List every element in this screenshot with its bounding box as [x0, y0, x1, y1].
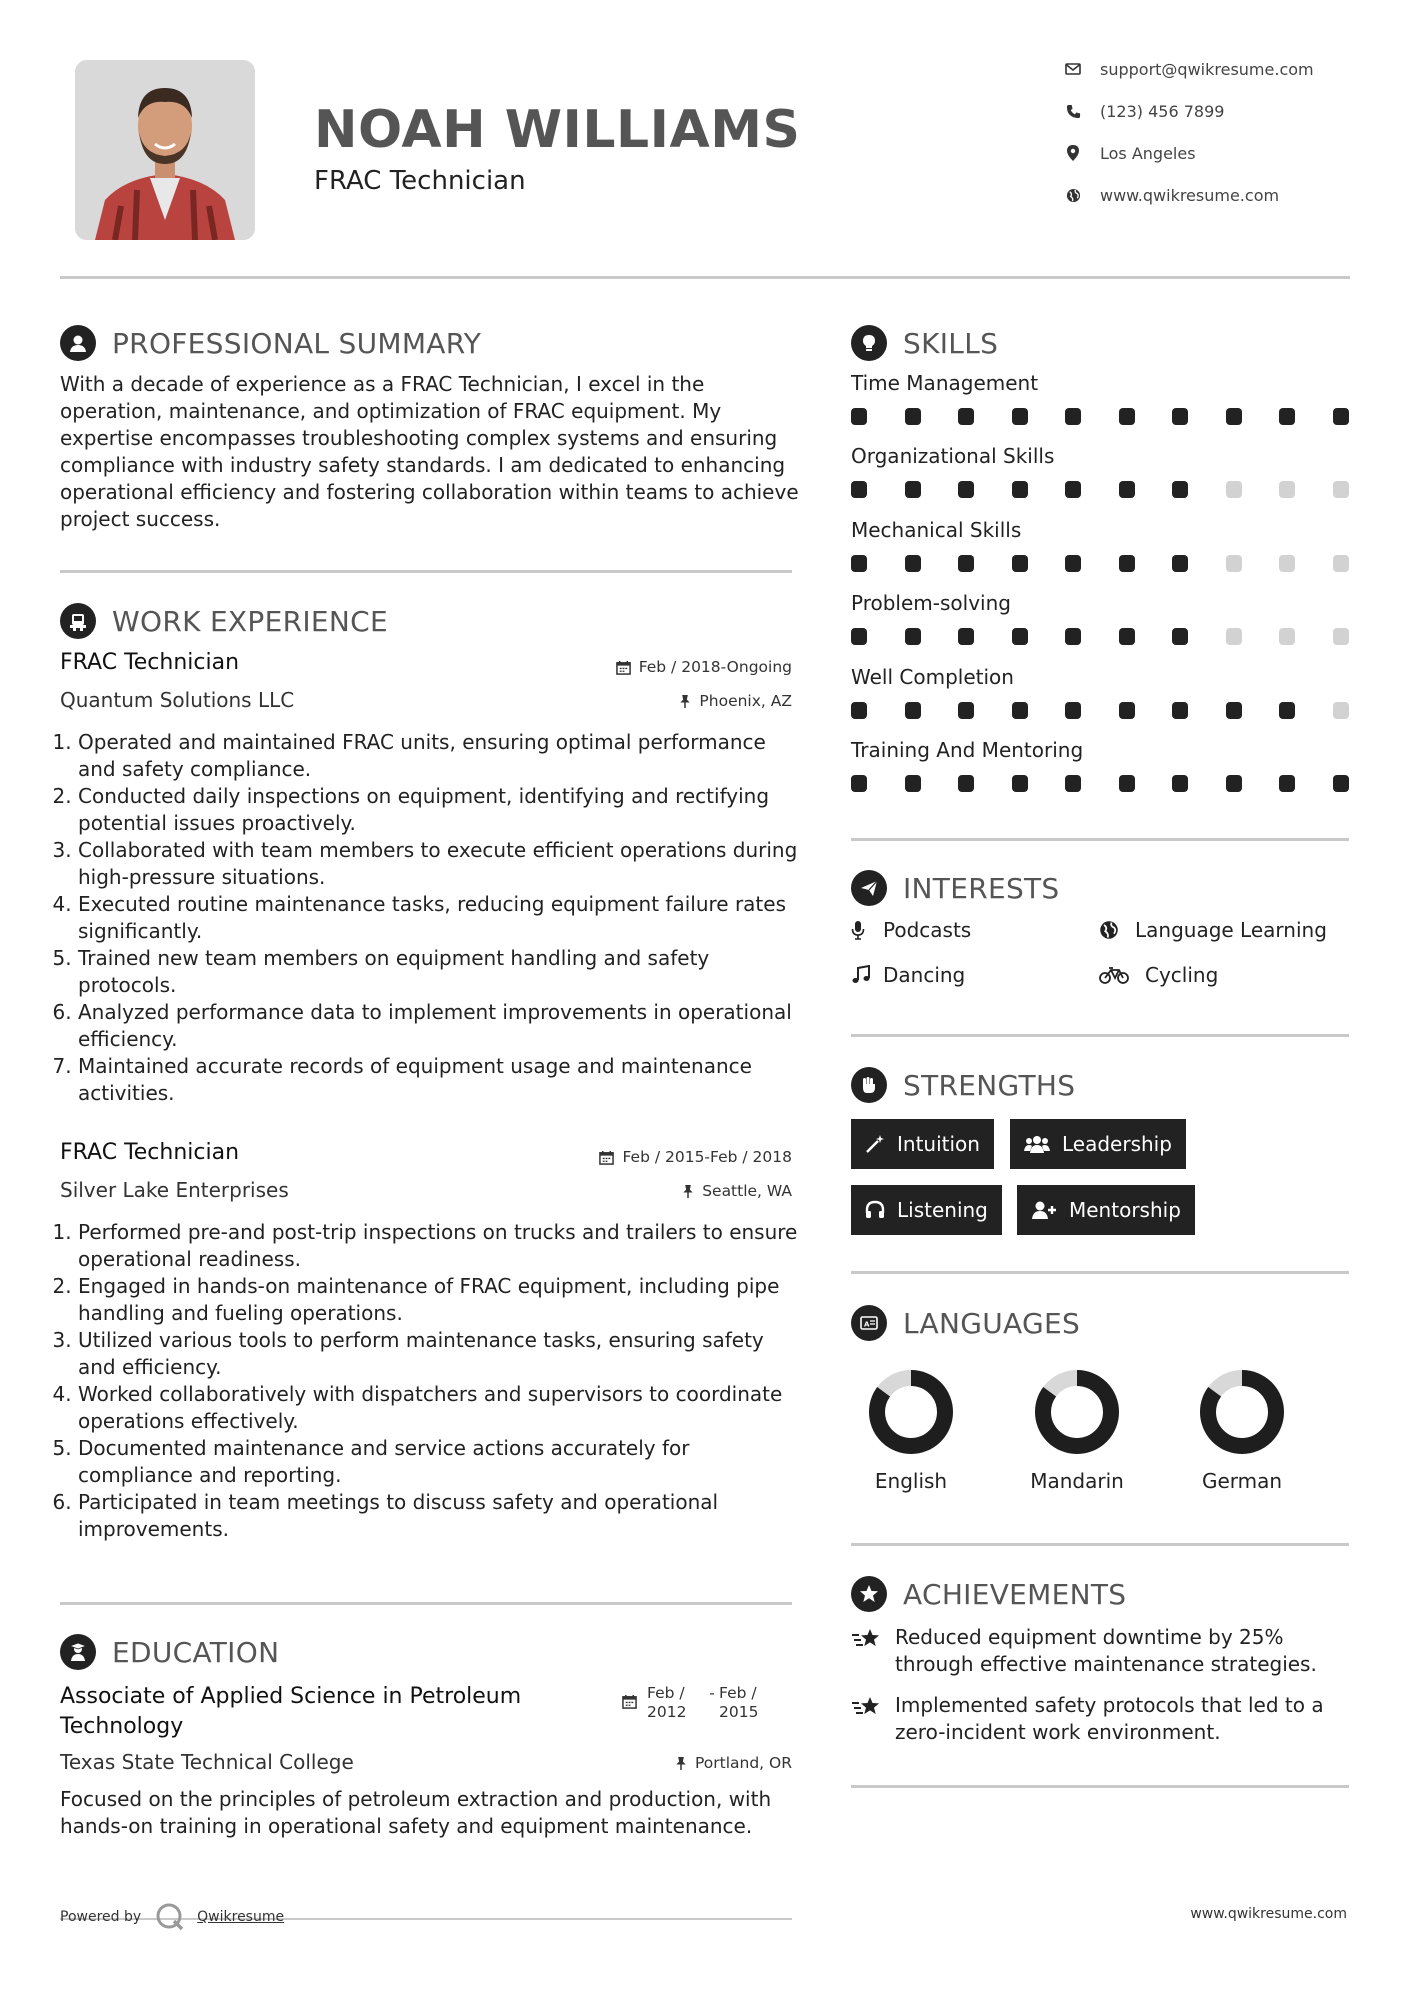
- education-degree: Associate of Applied Science in Petroleum Technology: [60, 1684, 522, 1739]
- skill-dot: [958, 481, 974, 498]
- bicycle-icon: [1099, 966, 1131, 984]
- interest-label: Podcasts: [883, 918, 972, 942]
- languages-heading-text: LANGUAGES: [903, 1306, 1081, 1340]
- skill-dot: [1012, 408, 1028, 425]
- qwikresume-link[interactable]: Qwikresume: [197, 1909, 285, 1925]
- skill-dot: [1119, 775, 1135, 792]
- interest-language-learning: [1099, 918, 1327, 942]
- language-gauge: [1197, 1367, 1287, 1457]
- education-location-text: Portland, OR: [694, 1754, 792, 1772]
- skill-dot: [851, 628, 867, 645]
- job-2-title: FRAC Technician: [60, 1140, 240, 1165]
- job-1-dates: [500, 658, 792, 676]
- skill-dot: [905, 408, 921, 425]
- list-item: 7. Maintained accurate records of equipment usage and maintenance activities.: [78, 1053, 800, 1107]
- globe-icon: [1099, 920, 1123, 940]
- pushpin-icon: [682, 1184, 694, 1199]
- skill-dot: [1279, 628, 1295, 645]
- skill-dot: [905, 628, 921, 645]
- phone-icon: [1062, 100, 1084, 122]
- list-item: 5. Trained new team members on equipment handling and safety protocols.: [78, 945, 800, 999]
- user-icon: [60, 325, 96, 361]
- summary-text: With a decade of experience as a FRAC Technician, I excel in the operation, maintenance, and optimization of FRAC equipment. My expertise encompasses troubleshooting complex systems and ensuring compliance with industry safety standards. I am dedicated to enhancing operational efficiency and fostering collaboration within teams to achieve project success.: [60, 372, 799, 531]
- achievement-text: Reduced equipment downtime by 25% through effective maintenance strategies.: [895, 1625, 1317, 1676]
- calendar-icon: [616, 660, 631, 675]
- globe-icon: [1062, 184, 1084, 206]
- language-icon: [851, 1305, 887, 1341]
- calendar-icon: [599, 1150, 614, 1165]
- skill-dot: [1226, 775, 1242, 792]
- skills-divider: [851, 838, 1349, 841]
- skill-dot: [1226, 481, 1242, 498]
- skill-dot: [958, 702, 974, 719]
- achievements-divider: [851, 1785, 1349, 1788]
- skill-dot: [851, 775, 867, 792]
- job-1-location-text: Phoenix, AZ: [699, 692, 792, 710]
- strength-leadership: [1010, 1119, 1186, 1169]
- job-2-location: [500, 1182, 792, 1200]
- skill-dot: [1012, 702, 1028, 719]
- education-dates: [622, 1684, 792, 1722]
- skill-dot: [1279, 481, 1295, 498]
- skill-name: Organizational Skills: [851, 444, 1055, 469]
- skill-dot: [1119, 408, 1135, 425]
- skill-dot: [1012, 628, 1028, 645]
- education-date-start: Feb / 2012: [647, 1684, 687, 1721]
- magic-wand-icon: [865, 1134, 885, 1154]
- skill-dot: [1172, 702, 1188, 719]
- skill-dot: [851, 408, 867, 425]
- job-1-company: Quantum Solutions LLC: [60, 688, 295, 712]
- briefcase-icon: [60, 603, 96, 639]
- interests-divider: [851, 1034, 1349, 1037]
- summary-heading: [60, 325, 481, 361]
- contact-location-text: Los Angeles: [1100, 143, 1196, 163]
- language-mandarin: [1017, 1367, 1137, 1493]
- users-icon: [1024, 1134, 1050, 1154]
- pushpin-icon: [679, 694, 691, 709]
- skill-dot: [1226, 408, 1242, 425]
- skill-dot: [1172, 628, 1188, 645]
- list-item: 2. Conducted daily inspections on equipment, identifying and rectifying potential issues proactively.: [78, 783, 800, 837]
- contact-email-text: support@qwikresume.com: [1100, 59, 1314, 79]
- skill-dot: [1119, 628, 1135, 645]
- job-2-dates: [500, 1148, 792, 1166]
- skill-dot: [1012, 481, 1028, 498]
- interests-heading: [851, 870, 1060, 906]
- strength-label: Leadership: [1062, 1132, 1172, 1156]
- music-note-icon: [851, 965, 875, 985]
- interest-label: Cycling: [1145, 963, 1219, 987]
- skill-dot: [1119, 702, 1135, 719]
- user-plus-icon: [1031, 1200, 1057, 1220]
- skill-dot: [1119, 555, 1135, 572]
- skill-dot: [1065, 702, 1081, 719]
- powered-by-label: Powered by: [60, 1909, 142, 1925]
- list-item: 4. Executed routine maintenance tasks, reducing equipment failure rates significantly.: [78, 891, 800, 945]
- microphone-icon: [851, 920, 875, 940]
- shooting-star-icon: [851, 1624, 895, 1678]
- job-1-location: [500, 692, 792, 710]
- contact-website[interactable]: [1062, 184, 1382, 206]
- svg-text:A: A: [864, 1320, 870, 1329]
- skill-dot: [905, 555, 921, 572]
- footer-website[interactable]: www.qwikresume.com: [1190, 1906, 1347, 1922]
- candidate-title: FRAC Technician: [314, 166, 526, 196]
- job-2-bullets: [60, 1219, 800, 1543]
- education-heading: [60, 1634, 279, 1670]
- skill-dot: [1065, 775, 1081, 792]
- calendar-icon: [622, 1694, 637, 1709]
- skill-level-dots: [851, 555, 1349, 572]
- shooting-star-icon: [851, 1692, 895, 1746]
- list-item: 1. Operated and maintained FRAC units, ensuring optimal performance and safety compliance.: [78, 729, 800, 783]
- job-2-company: Silver Lake Enterprises: [60, 1178, 289, 1202]
- skill-dot: [1279, 702, 1295, 719]
- skill-dot: [1226, 628, 1242, 645]
- skill-dot: [851, 481, 867, 498]
- skill-name: Well Completion: [851, 664, 1014, 689]
- contact-website-text: www.qwikresume.com: [1100, 185, 1280, 205]
- interest-label: Dancing: [883, 963, 966, 987]
- education-date-end: Feb / 2015: [719, 1684, 759, 1721]
- strengths-heading-text: STRENGTHS: [903, 1068, 1076, 1102]
- list-item: 1. Performed pre-and post-trip inspections on trucks and trailers to ensure operational readiness.: [78, 1219, 800, 1273]
- skill-dot: [1333, 408, 1349, 425]
- contact-phone[interactable]: [1062, 100, 1382, 122]
- skills-heading: [851, 325, 998, 361]
- list-item: 3. Collaborated with team members to execute efficient operations during high-pressure situations.: [78, 837, 800, 891]
- strength-label: Mentorship: [1069, 1198, 1181, 1222]
- skill-dot: [905, 481, 921, 498]
- achievement-2: [851, 1692, 1351, 1746]
- skill-dot: [1226, 555, 1242, 572]
- candidate-name: NOAH WILLIAMS: [314, 100, 801, 160]
- skill-dot: [1065, 555, 1081, 572]
- language-gauge: [1032, 1367, 1122, 1457]
- qwikresume-logo-icon: [155, 1902, 185, 1932]
- job-2-location-text: Seattle, WA: [702, 1182, 792, 1200]
- skill-dot: [1065, 628, 1081, 645]
- strengths-divider: [851, 1271, 1349, 1274]
- experience-divider: [60, 1602, 792, 1605]
- skill-dot: [1333, 628, 1349, 645]
- skill-dot: [1279, 775, 1295, 792]
- lightbulb-icon: [851, 325, 887, 361]
- skill-dot: [1012, 775, 1028, 792]
- skill-level-dots: [851, 481, 1349, 498]
- headphones-icon: [865, 1200, 885, 1220]
- languages-heading: [851, 1305, 1080, 1341]
- strength-label: Intuition: [897, 1132, 980, 1156]
- achievements-heading-text: ACHIEVEMENTS: [903, 1577, 1127, 1611]
- job-1-bullets: [60, 729, 800, 1107]
- skill-name: Training And Mentoring: [851, 738, 1084, 762]
- skill-dot: [958, 775, 974, 792]
- interest-podcasts: [851, 918, 971, 942]
- skill-dot: [1279, 555, 1295, 572]
- language-english: [851, 1367, 971, 1493]
- header-divider: [60, 276, 1350, 279]
- education-description: Focused on the principles of petroleum extraction and production, with hands-on training in operational safety and equipment maintenance.: [60, 1787, 772, 1838]
- strength-intuition: [851, 1119, 994, 1169]
- skill-dot: [905, 775, 921, 792]
- skill-dot: [958, 408, 974, 425]
- skill-dot: [1172, 408, 1188, 425]
- job-1-title: FRAC Technician: [60, 650, 240, 675]
- list-item: 6. Analyzed performance data to implement improvements in operational efficiency.: [78, 999, 800, 1053]
- summary-heading-text: PROFESSIONAL SUMMARY: [112, 326, 482, 360]
- education-school: Texas State Technical College: [60, 1750, 354, 1774]
- interest-dancing: [851, 963, 965, 987]
- skill-dot: [1065, 481, 1081, 498]
- strengths-heading: [851, 1067, 1075, 1103]
- experience-heading-text: WORK EXPERIENCE: [112, 604, 388, 638]
- strength-mentorship: [1017, 1185, 1195, 1235]
- list-item: 2. Engaged in hands-on maintenance of FRAC equipment, including pipe handling and fueling operations.: [78, 1273, 800, 1327]
- list-item: 6. Participated in team meetings to discuss safety and operational improvements.: [78, 1489, 800, 1543]
- envelope-icon: [1062, 58, 1084, 80]
- job-1-dates-text: Feb / 2018-Ongoing: [638, 658, 792, 676]
- star-badge-icon: [851, 1576, 887, 1612]
- list-item: 5. Documented maintenance and service actions accurately for compliance and reporting.: [78, 1435, 800, 1489]
- skill-name: Mechanical Skills: [851, 517, 1022, 542]
- interest-label: Language Learning: [1135, 918, 1327, 942]
- skill-name: Problem-solving: [851, 591, 1011, 616]
- map-pin-icon: [1062, 142, 1084, 164]
- skill-dot: [905, 702, 921, 719]
- languages-divider: [851, 1543, 1349, 1546]
- education-heading-text: EDUCATION: [112, 1635, 280, 1669]
- skill-dot: [1172, 481, 1188, 498]
- skill-level-dots: [851, 775, 1349, 792]
- skill-level-dots: [851, 628, 1349, 645]
- skill-dot: [1226, 702, 1242, 719]
- skill-dot: [1333, 481, 1349, 498]
- skill-dot: [1012, 555, 1028, 572]
- strength-label: Listening: [897, 1198, 988, 1222]
- list-item: 3. Utilized various tools to perform maintenance tasks, ensuring safety and efficiency.: [78, 1327, 800, 1381]
- skill-dot: [1333, 702, 1349, 719]
- skill-level-dots: [851, 702, 1349, 719]
- skill-dot: [1172, 775, 1188, 792]
- contact-location: [1062, 142, 1382, 164]
- skill-dot: [958, 628, 974, 645]
- fist-icon: [851, 1067, 887, 1103]
- language-german: [1182, 1367, 1302, 1493]
- language-name: Mandarin: [1030, 1469, 1124, 1493]
- achievement-text: Implemented safety protocols that led to a zero-incident work environment.: [895, 1693, 1324, 1744]
- strength-listening: [851, 1185, 1002, 1235]
- skill-dot: [1333, 775, 1349, 792]
- skill-dot: [1172, 555, 1188, 572]
- interest-cycling: [1099, 963, 1218, 987]
- interests-heading-text: INTERESTS: [903, 871, 1060, 905]
- skills-heading-text: SKILLS: [903, 326, 999, 360]
- achievement-1: [851, 1624, 1351, 1678]
- skill-dot: [958, 555, 974, 572]
- date-separator: -: [709, 1684, 715, 1702]
- skill-dot: [851, 555, 867, 572]
- skill-level-dots: [851, 408, 1349, 425]
- skill-dot: [1065, 408, 1081, 425]
- powered-by: [60, 1902, 284, 1932]
- skill-dot: [851, 702, 867, 719]
- language-name: English: [874, 1469, 948, 1493]
- pushpin-icon: [675, 1756, 687, 1771]
- experience-heading: [60, 603, 388, 639]
- language-gauge: [866, 1367, 956, 1457]
- graduation-icon: [60, 1634, 96, 1670]
- education-location: [500, 1754, 792, 1772]
- skill-dot: [1279, 408, 1295, 425]
- profile-photo: [75, 60, 255, 240]
- skill-name: Time Management: [851, 371, 1039, 395]
- achievements-heading: [851, 1576, 1126, 1612]
- skill-dot: [1119, 481, 1135, 498]
- contact-phone-text: (123) 456 7899: [1100, 101, 1225, 121]
- list-item: 4. Worked collaboratively with dispatchers and supervisors to coordinate operations effectively.: [78, 1381, 800, 1435]
- skill-dot: [1333, 555, 1349, 572]
- contact-email[interactable]: [1062, 58, 1382, 80]
- job-2-dates-text: Feb / 2015-Feb / 2018: [622, 1148, 792, 1166]
- paper-plane-icon: [851, 870, 887, 906]
- summary-divider: [60, 570, 792, 573]
- language-name: German: [1201, 1469, 1283, 1493]
